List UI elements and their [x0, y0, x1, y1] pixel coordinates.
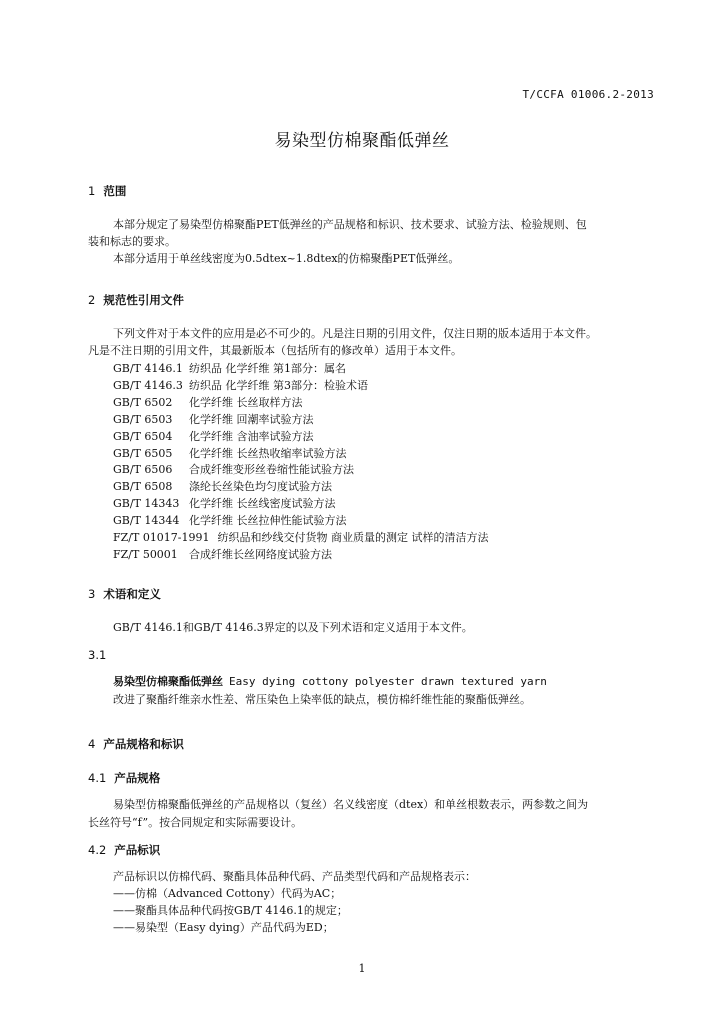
paragraph: 装和标志的要求。 [88, 235, 176, 248]
reference-item [113, 479, 332, 495]
reference-title: 化学纤维 长丝取样方法 [189, 395, 303, 409]
subsection-3-1-heading [88, 648, 114, 662]
reference-item [113, 462, 354, 478]
reference-title: 化学纤维 长丝热收缩率试验方法 [189, 446, 347, 460]
reference-title: 合成纤维长丝网络度试验方法 [189, 547, 332, 561]
paragraph: 凡是不注日期的引用文件，其最新版本（包括所有的修改单）适用于本文件。 [88, 344, 462, 357]
standard-code: T/CCFA 01006.2-2013 [522, 88, 654, 101]
reference-code: GB/T 6505 [113, 446, 173, 460]
paragraph: 产品标识以仿棉代码、聚酯具体品种代码、产品类型代码和产品规格表示： [113, 870, 476, 883]
paragraph: 本部分适用于单丝线密度为0.5dtex~1.8dtex的仿棉聚酯PET低弹丝。 [113, 252, 460, 265]
term-definition: 改进了聚酯纤维亲水性差、常压染色上染率低的缺点，模仿棉纤维性能的聚酯低弹丝。 [113, 693, 531, 706]
reference-item [113, 412, 314, 428]
section-number: 3 [88, 587, 96, 601]
section-number: 3.1 [88, 648, 107, 662]
reference-code: GB/T 6508 [113, 480, 173, 494]
section-3-heading [88, 586, 161, 602]
reference-code: GB/T 6506 [113, 463, 173, 477]
term-english: Easy dying cottony polyester drawn textured yarn [229, 675, 547, 688]
reference-item [113, 496, 336, 512]
reference-title: 涤纶长丝染色均匀度试验方法 [189, 480, 332, 494]
reference-item [113, 547, 332, 563]
term-chinese: 易染型仿棉聚酯低弹丝 [113, 675, 223, 688]
reference-title: 化学纤维 长丝拉伸性能试验方法 [189, 514, 347, 528]
section-title: 产品规格 [114, 771, 161, 785]
section-title: 范围 [103, 184, 127, 198]
reference-item [113, 378, 368, 394]
section-title: 产品标识 [114, 843, 161, 857]
page-number: 1 [358, 962, 366, 975]
section-number: 1 [88, 184, 96, 198]
reference-item [113, 429, 314, 445]
reference-code: GB/T 6503 [113, 412, 173, 426]
section-title: 规范性引用文件 [103, 293, 184, 307]
reference-title: 纺织品 化学纤维 第3部分：检验术语 [189, 378, 368, 392]
reference-title: 化学纤维 回潮率试验方法 [189, 412, 314, 426]
list-item: ——聚酯具体品种代码按GB/T 4146.1的规定； [113, 904, 348, 917]
reference-item [113, 446, 347, 462]
section-title: 产品规格和标识 [103, 737, 184, 751]
paragraph: GB/T 4146.1和GB/T 4146.3界定的以及下列术语和定义适用于本文件。 [113, 621, 473, 634]
reference-title: 化学纤维 长丝线密度试验方法 [189, 497, 336, 511]
list-item: ——仿棉（Advanced Cottony）代码为AC； [113, 887, 342, 900]
subsection-4-2-heading [88, 842, 160, 858]
reference-item [113, 530, 489, 546]
reference-code: GB/T 14344 [113, 514, 180, 528]
document-title: 易染型仿棉聚酯低弹丝 [274, 131, 450, 151]
reference-title: 化学纤维 含油率试验方法 [189, 429, 314, 443]
paragraph: 本部分规定了易染型仿棉聚酯PET低弹丝的产品规格和标识、技术要求、试验方法、检验规则、包 [113, 218, 587, 231]
section-number: 4.2 [88, 843, 107, 857]
section-2-heading [88, 292, 184, 308]
reference-title: 纺织品 化学纤维 第1部分：属名 [189, 362, 346, 375]
reference-code: GB/T 14343 [113, 497, 180, 511]
reference-code: GB/T 6502 [113, 395, 173, 409]
reference-item [113, 513, 347, 529]
section-number: 4.1 [88, 771, 107, 785]
reference-code: GB/T 6504 [113, 429, 173, 443]
reference-item [113, 361, 346, 377]
reference-code: GB/T 4146.3 [113, 378, 183, 392]
reference-code: FZ/T 50001 [113, 547, 178, 561]
reference-title: 纺织品和纱线交付货物 商业质量的测定 试样的清洁方法 [217, 531, 489, 544]
reference-code: FZ/T 01017-1991 [113, 531, 210, 544]
reference-title: 合成纤维变形丝卷缩性能试验方法 [189, 463, 354, 477]
section-number: 4 [88, 737, 96, 751]
reference-code: GB/T 4146.1 [113, 362, 183, 375]
section-number: 2 [88, 293, 96, 307]
reference-item [113, 395, 303, 411]
section-4-heading [88, 736, 184, 752]
term-title [113, 673, 547, 689]
section-1-heading [88, 183, 126, 199]
paragraph: 长丝符号“f”。按合同规定和实际需要设计。 [88, 816, 303, 829]
subsection-4-1-heading [88, 770, 160, 786]
paragraph: 下列文件对于本文件的应用是必不可少的。凡是注日期的引用文件，仅注日期的版本适用于本文件。 [113, 327, 597, 340]
paragraph: 易染型仿棉聚酯低弹丝的产品规格以（复丝）名义线密度（dtex）和单丝根数表示，两参数之间为 [113, 798, 589, 811]
section-title: 术语和定义 [103, 587, 161, 601]
list-item: ——易染型（Easy dying）产品代码为ED； [113, 921, 334, 934]
